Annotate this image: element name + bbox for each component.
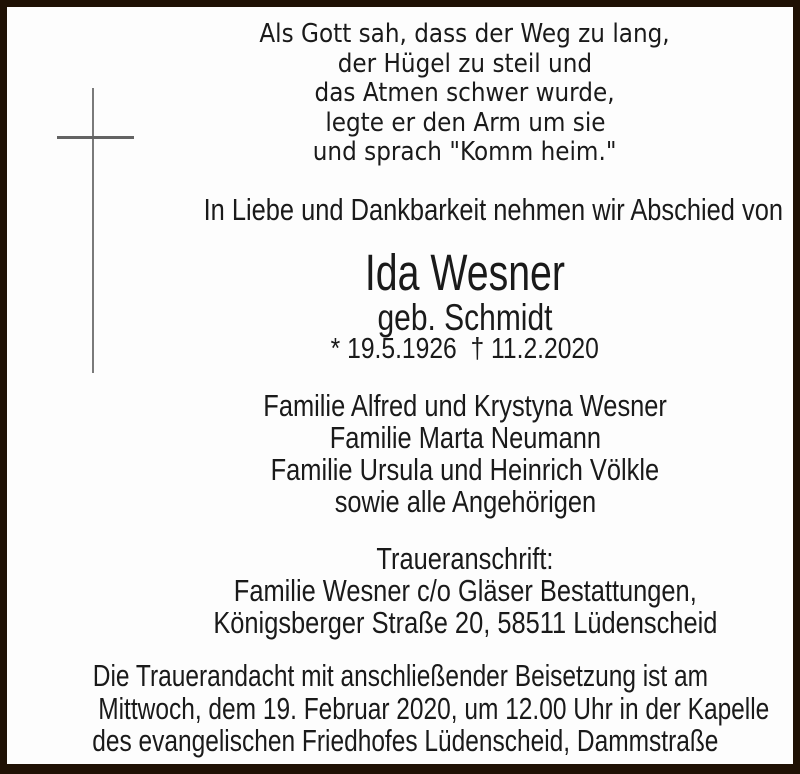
address-line: Königsberger Straße 20, 58511 Lüdenscheid bbox=[212, 605, 718, 640]
mourner-line: Familie Ursula und Heinrich Völkle bbox=[270, 452, 660, 487]
maiden-name-text: geb. Schmidt bbox=[377, 297, 553, 338]
intro-text: In Liebe und Dankbarkeit nehmen wir Abschied von bbox=[203, 192, 783, 227]
mourning-address bbox=[140, 543, 790, 639]
poem-line: legte er den Arm um sie bbox=[324, 107, 606, 138]
poem-line: der Hügel zu steil und bbox=[337, 48, 593, 79]
service-details bbox=[9, 660, 791, 758]
deceased-name-text: Ida Wesner bbox=[364, 244, 566, 301]
obituary-page bbox=[7, 7, 793, 764]
cross-horizontal-bar bbox=[57, 136, 134, 139]
poem bbox=[140, 20, 790, 168]
intro-line bbox=[140, 192, 790, 227]
poem-line: und sprach "Komm heim." bbox=[313, 137, 617, 168]
life-dates bbox=[140, 335, 790, 364]
maiden-name bbox=[140, 299, 790, 337]
deceased-name bbox=[140, 244, 790, 301]
service-line: Mittwoch, dem 19. Februar 2020, um 12.00 Uhr in der Kapelle bbox=[98, 690, 770, 726]
life-dates-text: * 19.5.1926 † 11.2.2020 bbox=[330, 333, 600, 365]
cross-vertical-bar bbox=[92, 88, 94, 373]
address-line: Familie Wesner c/o Gläser Bestattungen, bbox=[233, 573, 697, 608]
mourner-line: Familie Alfred und Krystyna Wesner bbox=[263, 388, 667, 423]
service-line: Die Trauerandacht mit anschließender Beisetzung ist am bbox=[92, 658, 708, 693]
service-line: des evangelischen Friedhofes Lüdenscheid, Dammstraße bbox=[92, 723, 719, 758]
mourners bbox=[140, 390, 790, 518]
address-heading: Traueranschrift: bbox=[376, 541, 554, 576]
mourner-line: Familie Marta Neumann bbox=[329, 420, 601, 455]
mourner-line: sowie alle Angehörigen bbox=[334, 484, 596, 519]
poem-line: Als Gott sah, dass der Weg zu lang, bbox=[259, 19, 671, 49]
poem-line: das Atmen schwer wurde, bbox=[314, 78, 616, 109]
